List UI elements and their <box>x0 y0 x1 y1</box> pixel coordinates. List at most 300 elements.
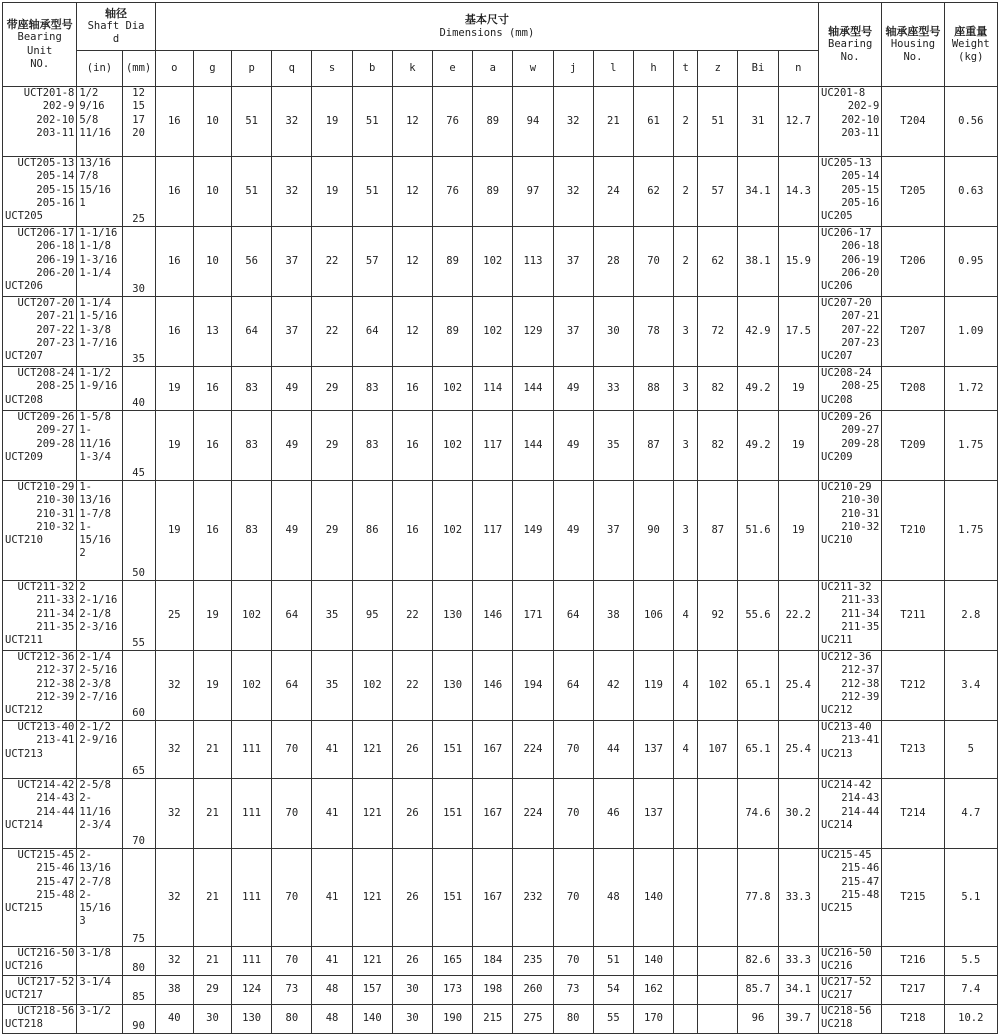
cell-line: UC201-8 <box>821 87 866 99</box>
cell-line: 11/16 <box>79 126 111 139</box>
cell-line: UCT209-26 <box>17 411 75 423</box>
cell-line: 65 <box>132 764 145 777</box>
dimension-cell: 12 <box>392 297 432 367</box>
cell-line: 202-10 <box>36 113 75 126</box>
bearing-number-cell <box>819 411 882 481</box>
shaft-inch-cell <box>77 976 122 1005</box>
table-row <box>3 581 998 651</box>
cell-line: 212-39 <box>36 690 75 703</box>
cell-line: 70 <box>132 834 145 847</box>
dimension-cell: 102 <box>432 411 472 481</box>
dimension-cell: 16 <box>193 411 231 481</box>
dimension-cell: 16 <box>155 227 193 297</box>
cell-line: UC212 <box>821 704 853 717</box>
cell-line: 2-7/8 <box>79 875 111 888</box>
unit-number-cell <box>3 651 77 721</box>
dimension-cell: 48 <box>593 849 633 947</box>
dimension-cell: 26 <box>392 849 432 947</box>
cell-line: 11/16 <box>79 805 111 818</box>
cell-line: 40 <box>132 396 145 409</box>
header-dim-col: k <box>392 51 432 87</box>
dimension-cell: 157 <box>352 976 392 1005</box>
dimension-cell: 260 <box>513 976 553 1005</box>
unit-number-cell <box>3 1005 77 1034</box>
dimension-cell: 144 <box>513 411 553 481</box>
cell-line: 1-7/8 <box>79 507 111 520</box>
cell-line: 3-1/4 <box>79 976 111 988</box>
dimension-cell: 19 <box>193 651 231 721</box>
cell-line: 209-27 <box>36 424 75 437</box>
dimension-cell: 102 <box>698 651 738 721</box>
dimension-cell: 70 <box>272 849 312 947</box>
shaft-mm-cell <box>122 481 155 581</box>
cell-line: 214-43 <box>841 792 880 805</box>
dimension-cell: 51 <box>593 947 633 976</box>
dimension-cell: 21 <box>193 849 231 947</box>
dimension-cell: 70 <box>272 779 312 849</box>
dimension-cell: 49.2 <box>738 367 778 411</box>
shaft-mm-cell <box>122 87 155 157</box>
cell-line: 205-14 <box>36 170 75 183</box>
dimension-cell: 21 <box>193 947 231 976</box>
dimension-cell: 89 <box>432 297 472 367</box>
shaft-inch-cell <box>77 849 122 947</box>
bearing-number-cell <box>819 651 882 721</box>
dimension-cell: 48 <box>312 976 352 1005</box>
dimension-cell: 149 <box>513 481 553 581</box>
cell-line: UC213-40 <box>821 721 872 733</box>
cell-line: 11/16 <box>79 437 111 450</box>
cell-line: 205-14 <box>841 170 880 183</box>
dimension-cell: 32 <box>272 157 312 227</box>
dimension-cell: 56 <box>232 227 272 297</box>
table-row <box>3 849 998 947</box>
cell-line: 213-41 <box>36 734 75 747</box>
dimension-cell: 82 <box>698 411 738 481</box>
cell-line: 215-48 <box>841 888 880 901</box>
weight-cell: 3.4 <box>944 651 997 721</box>
bearing-number-cell <box>819 721 882 779</box>
cell-line: 15/16 <box>79 183 111 196</box>
dimension-cell: 83 <box>232 411 272 481</box>
cell-line: 2 <box>79 581 86 593</box>
dimension-cell: 130 <box>432 651 472 721</box>
cell-line: 210-32 <box>841 520 880 533</box>
dimension-cell: 19 <box>778 481 818 581</box>
dimension-cell: 4 <box>674 651 698 721</box>
cell-line: 207-23 <box>841 336 880 349</box>
dimension-cell: 140 <box>633 947 673 976</box>
dimension-cell: 129 <box>513 297 553 367</box>
header-dimensions: 基本尺寸 Dimensions (mm) <box>155 3 818 51</box>
cell-line: 203-11 <box>841 126 880 139</box>
table-row <box>3 481 998 581</box>
dimension-cell: 82.6 <box>738 947 778 976</box>
cell-line: UCT217-52 <box>17 976 75 988</box>
shaft-inch-cell <box>77 227 122 297</box>
header-dim-col: b <box>352 51 392 87</box>
cell-line: 206-18 <box>36 240 75 253</box>
dimension-cell: 51.6 <box>738 481 778 581</box>
cell-line: 1-1/8 <box>79 240 111 253</box>
dimension-cell: 25.4 <box>778 651 818 721</box>
dimension-cell: 12 <box>392 157 432 227</box>
header-dim-col: t <box>674 51 698 87</box>
dimension-cell: 4 <box>674 721 698 779</box>
shaft-inch-cell <box>77 87 122 157</box>
dimension-cell: 65.1 <box>738 651 778 721</box>
cell-line: 2- <box>79 888 92 901</box>
cell-line: 75 <box>132 932 145 945</box>
dimension-cell: 38 <box>155 976 193 1005</box>
cell-line: 206-20 <box>841 266 880 279</box>
dimension-cell: 16 <box>155 87 193 157</box>
dimension-cell: 49.2 <box>738 411 778 481</box>
cell-line: 210-32 <box>36 520 75 533</box>
dimension-cell: 57 <box>352 227 392 297</box>
dimension-cell: 121 <box>352 849 392 947</box>
dimension-cell <box>698 849 738 947</box>
header-housing: 轴承座型号 Housing No. <box>882 3 944 87</box>
unit-number-cell <box>3 947 77 976</box>
housing-number-cell: T215 <box>882 849 944 947</box>
dimension-cell: 46 <box>593 779 633 849</box>
dimension-cell: 16 <box>193 367 231 411</box>
dimension-cell: 12 <box>392 87 432 157</box>
cell-line: UCT214-42 <box>17 779 75 791</box>
dimension-cell: 32 <box>553 157 593 227</box>
table-row <box>3 651 998 721</box>
dimension-cell: 74.6 <box>738 779 778 849</box>
dimension-cell: 171 <box>513 581 553 651</box>
table-row <box>3 779 998 849</box>
cell-line: 2-5/16 <box>79 664 118 677</box>
shaft-mm-cell <box>122 581 155 651</box>
cell-line: 211-35 <box>841 620 880 633</box>
cell-line: 209-28 <box>36 437 75 450</box>
dimension-cell: 29 <box>312 481 352 581</box>
cell-line: UCT218 <box>5 1018 43 1031</box>
cell-line: UCT206-17 <box>17 227 75 239</box>
housing-number-cell: T209 <box>882 411 944 481</box>
cell-line: UCT206 <box>5 280 43 293</box>
cell-line: UC211 <box>821 634 853 647</box>
dimension-cell: 107 <box>698 721 738 779</box>
cell-line: 1-1/2 <box>79 367 111 379</box>
cell-line: 210-31 <box>36 507 75 520</box>
housing-number-cell: T218 <box>882 1005 944 1034</box>
dimension-cell: 40 <box>155 1005 193 1034</box>
dimension-cell: 54 <box>593 976 633 1005</box>
cell-line: 80 <box>132 961 145 974</box>
unit-number-cell <box>3 481 77 581</box>
dimension-cell: 70 <box>633 227 673 297</box>
dimension-cell: 14.3 <box>778 157 818 227</box>
cell-line: 2-1/4 <box>79 651 111 663</box>
housing-number-cell: T204 <box>882 87 944 157</box>
header-dim-col: h <box>633 51 673 87</box>
cell-line: UC216 <box>821 960 853 973</box>
dimension-cell: 92 <box>698 581 738 651</box>
cell-line: UCT218-56 <box>17 1005 75 1017</box>
dimension-cell: 64 <box>272 651 312 721</box>
cell-line: 208-25 <box>36 380 75 393</box>
dimension-cell: 89 <box>432 227 472 297</box>
shaft-mm-cell <box>122 721 155 779</box>
dimension-cell: 162 <box>633 976 673 1005</box>
dimension-cell: 15.9 <box>778 227 818 297</box>
dimension-cell: 64 <box>553 651 593 721</box>
table-row <box>3 721 998 779</box>
unit-number-cell <box>3 779 77 849</box>
weight-cell: 5.1 <box>944 849 997 947</box>
cell-line: UC214 <box>821 818 853 831</box>
dimension-cell: 22 <box>392 651 432 721</box>
dimension-cell: 111 <box>232 779 272 849</box>
dimension-cell: 146 <box>473 651 513 721</box>
cell-line: 2- <box>79 849 92 861</box>
dimension-cell: 33.3 <box>778 947 818 976</box>
dimension-cell: 37 <box>553 297 593 367</box>
cell-line: 55 <box>132 636 145 649</box>
cell-line: UC217 <box>821 989 853 1002</box>
shaft-inch-cell <box>77 581 122 651</box>
cell-line: 215-46 <box>36 862 75 875</box>
dimension-cell: 70 <box>553 779 593 849</box>
header-dim-col: a <box>473 51 513 87</box>
dimension-cell: 51 <box>232 157 272 227</box>
unit-number-cell <box>3 411 77 481</box>
table-header <box>3 3 998 87</box>
dimension-cell: 12 <box>392 227 432 297</box>
dimension-cell: 76 <box>432 87 472 157</box>
bearing-number-cell <box>819 1005 882 1034</box>
cell-line: 206-19 <box>36 253 75 266</box>
header-inch: (in) <box>77 51 122 87</box>
unit-number-cell <box>3 721 77 779</box>
dimension-cell: 4 <box>674 581 698 651</box>
dimension-cell: 16 <box>392 411 432 481</box>
housing-number-cell: T211 <box>882 581 944 651</box>
bearing-number-cell <box>819 947 882 976</box>
dimension-cell: 70 <box>272 947 312 976</box>
weight-cell: 0.63 <box>944 157 997 227</box>
dimension-cell: 49 <box>553 411 593 481</box>
cell-line: 1-5/8 <box>79 411 111 423</box>
cell-line: 2- <box>79 792 92 805</box>
dimension-cell: 170 <box>633 1005 673 1034</box>
dimension-cell: 32 <box>155 849 193 947</box>
dimension-cell: 89 <box>473 87 513 157</box>
cell-line: UCT213 <box>5 747 43 760</box>
dimension-cell: 32 <box>155 651 193 721</box>
shaft-mm-cell <box>122 367 155 411</box>
cell-line: 211-35 <box>36 620 75 633</box>
dimension-cell: 83 <box>232 367 272 411</box>
bearing-spec-table <box>2 2 998 1034</box>
dimension-cell: 10 <box>193 87 231 157</box>
cell-line: 2-1/8 <box>79 607 111 620</box>
dimension-cell: 21 <box>593 87 633 157</box>
dimension-cell: 275 <box>513 1005 553 1034</box>
housing-number-cell: T210 <box>882 481 944 581</box>
cell-line: 205-15 <box>36 183 75 196</box>
dimension-cell: 61 <box>633 87 673 157</box>
bearing-number-cell <box>819 227 882 297</box>
cell-line: 3 <box>79 915 86 928</box>
dimension-cell: 72 <box>698 297 738 367</box>
dimension-cell <box>674 779 698 849</box>
cell-line: 1-3/8 <box>79 323 111 336</box>
dimension-cell: 34.1 <box>778 976 818 1005</box>
cell-line: 202-10 <box>841 113 880 126</box>
dimension-cell: 16 <box>193 481 231 581</box>
dimension-cell: 77.8 <box>738 849 778 947</box>
header-bearing: 轴承型号 Bearing No. <box>819 3 882 87</box>
cell-line: 1- <box>79 481 92 493</box>
header-dim-col: e <box>432 51 472 87</box>
dimension-cell: 38 <box>593 581 633 651</box>
dimension-cell: 16 <box>392 481 432 581</box>
dimension-cell: 167 <box>473 849 513 947</box>
dimension-cell: 41 <box>312 721 352 779</box>
cell-line: 211-33 <box>841 594 880 607</box>
cell-line: UC206 <box>821 280 853 293</box>
dimension-cell <box>698 976 738 1005</box>
cell-line: 207-23 <box>36 336 75 349</box>
dimension-cell: 94 <box>513 87 553 157</box>
dimension-cell: 111 <box>232 947 272 976</box>
cell-line: 12 <box>132 87 145 99</box>
spec-sheet <box>0 2 1000 1032</box>
dimension-cell: 146 <box>473 581 513 651</box>
weight-cell: 1.72 <box>944 367 997 411</box>
cell-line: 1- <box>79 520 92 533</box>
dimension-cell: 167 <box>473 779 513 849</box>
cell-line: UC207-20 <box>821 297 872 309</box>
table-row <box>3 947 998 976</box>
dimension-cell: 3 <box>674 481 698 581</box>
dimension-cell: 102 <box>352 651 392 721</box>
cell-line: 212-38 <box>841 677 880 690</box>
dimension-cell: 190 <box>432 1005 472 1034</box>
dimension-cell: 102 <box>232 651 272 721</box>
unit-number-cell <box>3 87 77 157</box>
shaft-inch-cell <box>77 411 122 481</box>
dimension-cell: 41 <box>312 947 352 976</box>
shaft-mm-cell <box>122 411 155 481</box>
cell-line: UCT212 <box>5 704 43 717</box>
table-row <box>3 157 998 227</box>
housing-number-cell: T214 <box>882 779 944 849</box>
cell-line: 2-3/8 <box>79 677 111 690</box>
cell-line: 1- <box>79 424 92 437</box>
dimension-cell: 90 <box>633 481 673 581</box>
dimension-cell: 21 <box>193 779 231 849</box>
dimension-cell: 102 <box>432 481 472 581</box>
cell-line: 215-46 <box>841 862 880 875</box>
dimension-cell: 49 <box>272 367 312 411</box>
dimension-cell: 30 <box>193 1005 231 1034</box>
cell-line: 215-47 <box>36 875 75 888</box>
cell-line: 214-44 <box>36 805 75 818</box>
dimension-cell: 3 <box>674 297 698 367</box>
weight-cell: 0.56 <box>944 87 997 157</box>
dimension-cell: 30.2 <box>778 779 818 849</box>
cell-line: 30 <box>132 282 145 295</box>
dimension-cell: 151 <box>432 721 472 779</box>
cell-line: 1-7/16 <box>79 336 118 349</box>
header-dim-col: j <box>553 51 593 87</box>
table-row <box>3 367 998 411</box>
dimension-cell: 51 <box>352 157 392 227</box>
cell-line: 15/16 <box>79 534 111 547</box>
dimension-cell: 33 <box>593 367 633 411</box>
cell-line: 15/16 <box>79 902 111 915</box>
dimension-cell: 2 <box>674 87 698 157</box>
dimension-cell: 55.6 <box>738 581 778 651</box>
dimension-cell: 102 <box>432 367 472 411</box>
shaft-mm-cell <box>122 227 155 297</box>
cell-line: 205-16 <box>841 196 880 209</box>
dimension-cell: 13 <box>193 297 231 367</box>
dimension-cell: 38.1 <box>738 227 778 297</box>
cell-line: 214-43 <box>36 792 75 805</box>
cell-line: 13/16 <box>79 862 111 875</box>
dimension-cell: 198 <box>473 976 513 1005</box>
dimension-cell: 232 <box>513 849 553 947</box>
dimension-cell: 83 <box>352 411 392 481</box>
dimension-cell: 42.9 <box>738 297 778 367</box>
cell-line: 212-37 <box>36 664 75 677</box>
cell-line: 1 <box>79 196 86 209</box>
dimension-cell: 140 <box>633 849 673 947</box>
dimension-cell: 87 <box>698 481 738 581</box>
header-dim-col: q <box>272 51 312 87</box>
cell-line: UCT211-32 <box>17 581 75 593</box>
cell-line: UCT210-29 <box>17 481 75 493</box>
unit-number-cell <box>3 367 77 411</box>
cell-line: UCT207-20 <box>17 297 75 309</box>
dimension-cell: 31 <box>738 87 778 157</box>
dimension-cell: 95 <box>352 581 392 651</box>
dimension-cell: 30 <box>593 297 633 367</box>
header-weight: 座重量 Weight (kg) <box>944 3 997 87</box>
cell-line: 206-18 <box>841 240 880 253</box>
cell-line: UC215-45 <box>821 849 872 861</box>
dimension-cell <box>698 1005 738 1034</box>
bearing-number-cell <box>819 367 882 411</box>
dimension-cell: 121 <box>352 721 392 779</box>
dimension-cell: 194 <box>513 651 553 721</box>
dimension-cell: 28 <box>593 227 633 297</box>
cell-line: UCT212-36 <box>17 651 75 663</box>
cell-line: 215-48 <box>36 888 75 901</box>
dimension-cell <box>674 947 698 976</box>
dimension-cell: 22 <box>392 581 432 651</box>
unit-number-cell <box>3 297 77 367</box>
dimension-cell: 62 <box>698 227 738 297</box>
weight-cell: 1.75 <box>944 411 997 481</box>
cell-line: 207-21 <box>36 310 75 323</box>
dimension-cell: 102 <box>473 297 513 367</box>
dimension-cell: 33.3 <box>778 849 818 947</box>
cell-line: UC209 <box>821 450 853 463</box>
dimension-cell: 130 <box>232 1005 272 1034</box>
cell-line: 2-3/16 <box>79 620 118 633</box>
dimension-cell: 62 <box>633 157 673 227</box>
cell-line: UC205-13 <box>821 157 872 169</box>
